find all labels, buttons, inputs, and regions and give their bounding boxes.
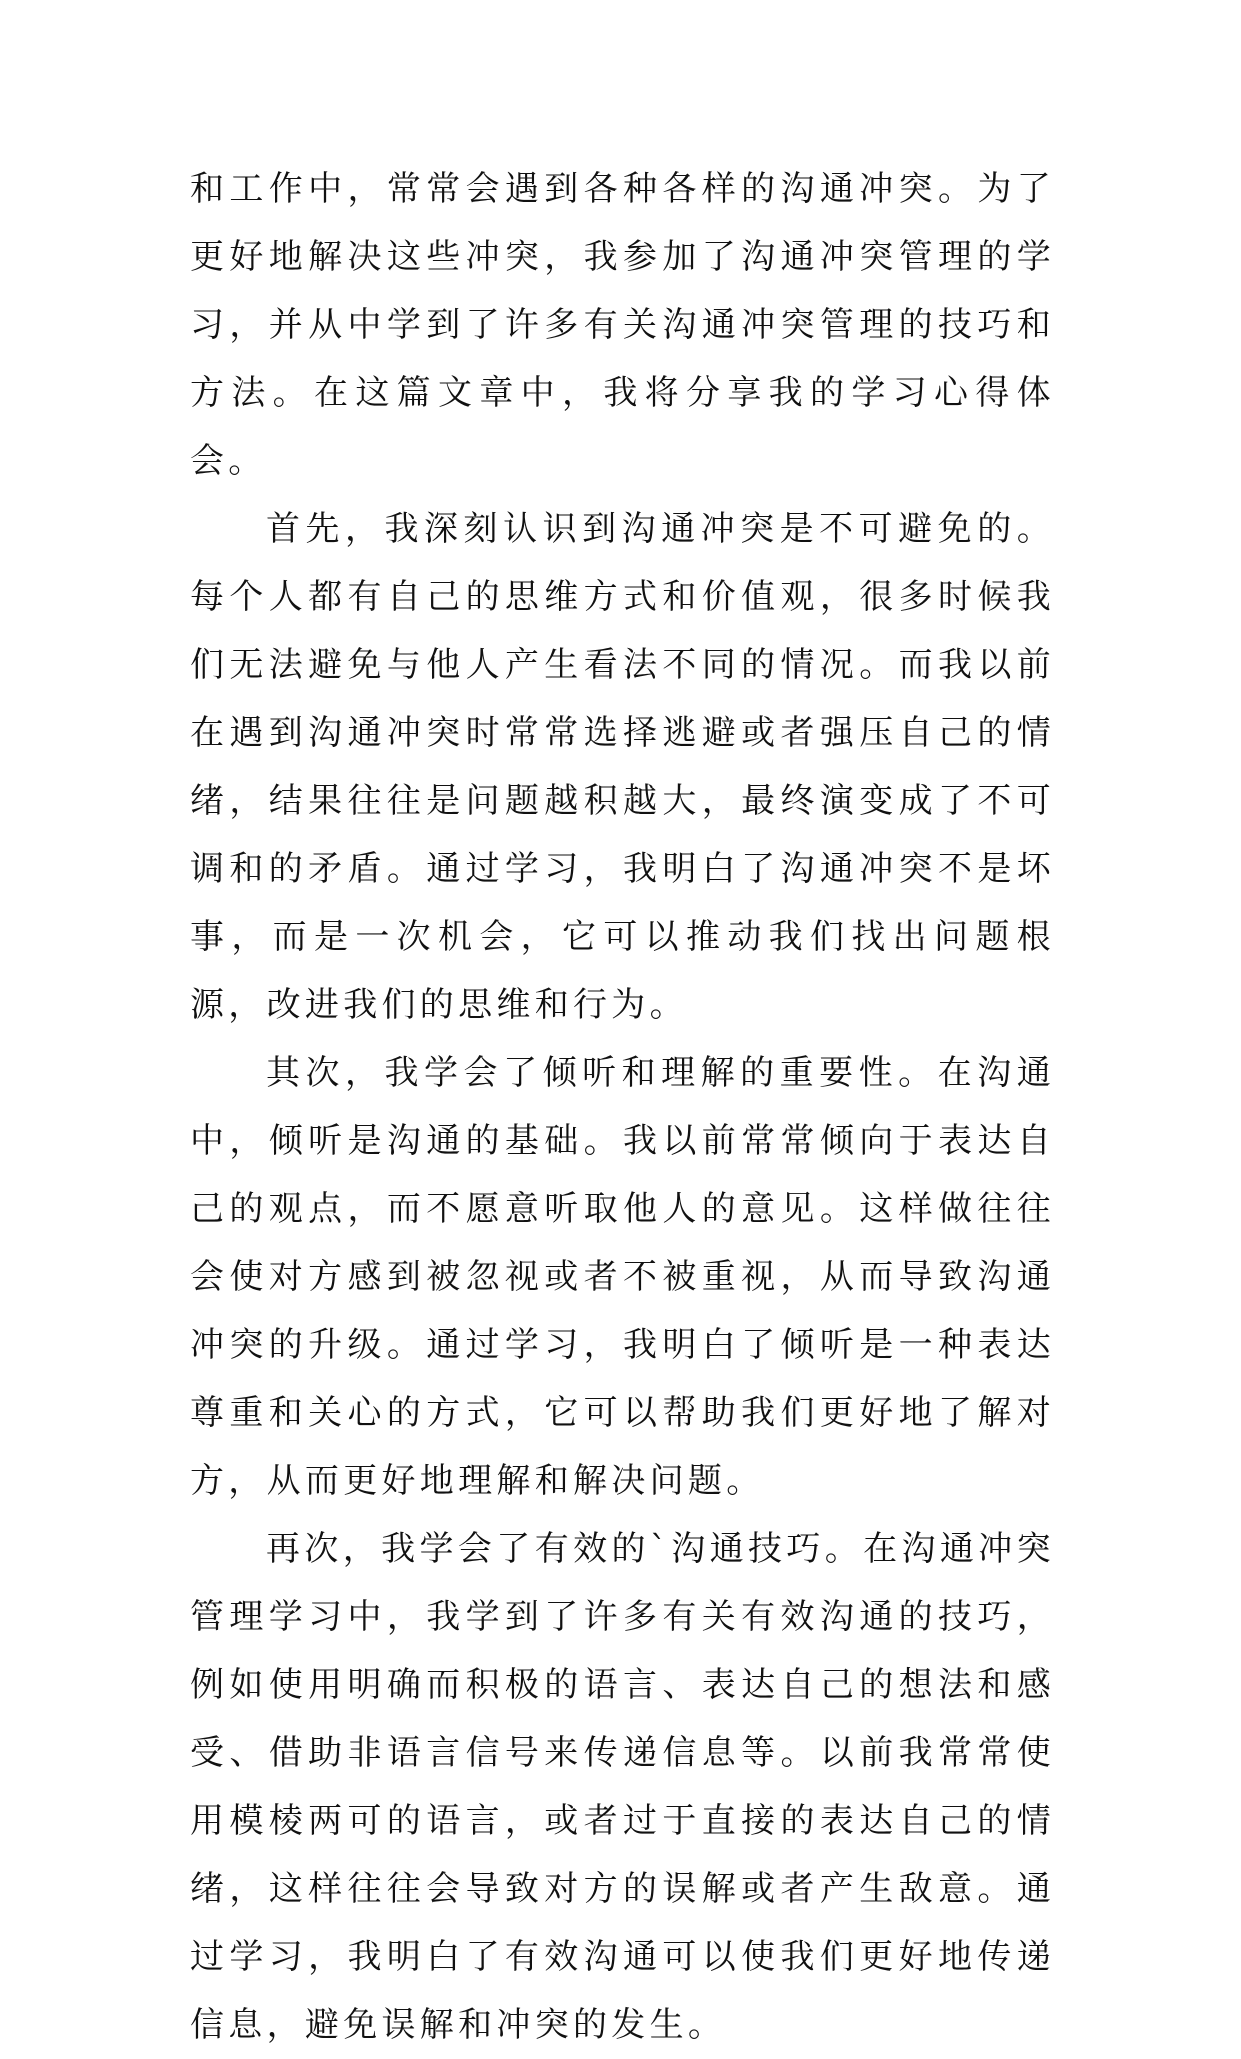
paragraph-4: 再次，我学会了有效的`沟通技巧。在沟通冲突管理学习中，我学到了许多有关有效沟通的技巧，例如使用明确而积极的语言、表达自己的想法和感受、借助非语言信号来传递信息等。以前我常常使用模棱两可的语言，或者过于直接的表达自己的情绪，这样往往会导致对方的误解或者产生敌意。通过学习，我明白了有效沟通可以使我们更好地传递信息，避免误解和冲突的发生。 <box>190 1529 1055 2045</box>
paragraph-2: 首先，我深刻认识到沟通冲突是不可避免的。每个人都有自己的思维方式和价值观，很多时候我们无法避免与他人产生看法不同的情况。而我以前在遇到沟通冲突时常常选择逃避或者强压自己的情绪，结果往往是问题越积越大，最终演变成了不可调和的矛盾。通过学习，我明白了沟通冲突不是坏事，而是一次机会，它可以推动我们找出问题根源，改进我们的思维和行为。 <box>190 509 1055 1025</box>
paragraph-3: 其次，我学会了倾听和理解的重要性。在沟通中，倾听是沟通的基础。我以前常常倾向于表达自己的观点，而不愿意听取他人的意见。这样做往往会使对方感到被忽视或者不被重视，从而导致沟通冲突的升级。通过学习，我明白了倾听是一种表达尊重和关心的方式，它可以帮助我们更好地了解对方，从而更好地理解和解决问题。 <box>190 1053 1055 1501</box>
paragraph-1: 和工作中，常常会遇到各种各样的沟通冲突。为了更好地解决这些冲突，我参加了沟通冲突管理的学习，并从中学到了许多有关沟通冲突管理的技巧和方法。在这篇文章中，我将分享我的学习心得体会。 <box>190 169 1055 481</box>
document-body <box>190 155 1055 2059</box>
